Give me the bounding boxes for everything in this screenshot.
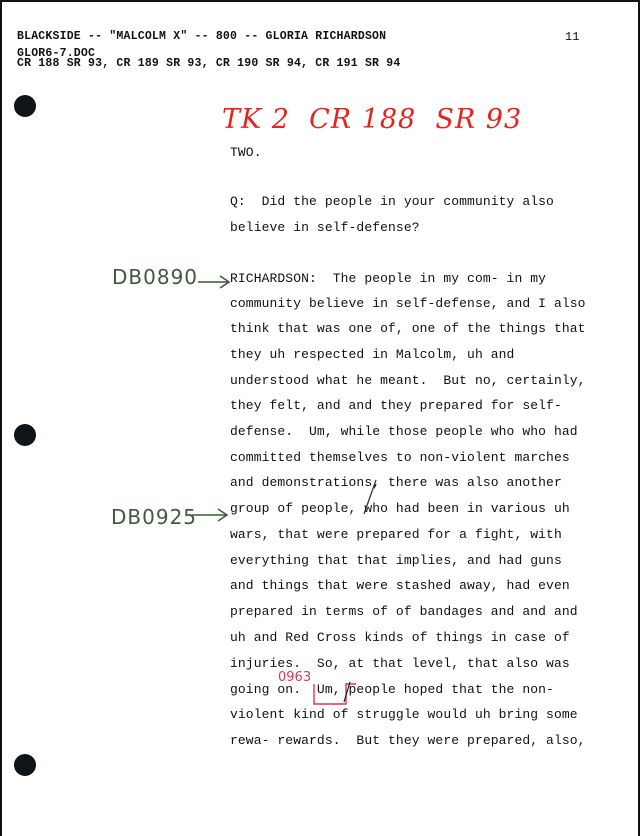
binder-hole-middle [14,424,36,446]
transcript-line: prepared in terms of of bandages and and and [230,604,578,619]
transcript-line: RICHARDSON: The people in my com- in my [230,271,547,286]
transcript-line: injuries. So, at that level, that also was [230,656,570,671]
header-title-line: BLACKSIDE -- "MALCOLM X" -- 800 -- GLORIA RICHARDSON [17,30,387,43]
header-file-line: GLOR6-7.DOC [17,47,96,60]
binder-hole-bottom [14,754,36,776]
annotation-arrow-icon [196,274,232,290]
transcript-line: going on. Um, people hoped that the non- [230,682,554,697]
transcript-line: Q: Did the people in your community also [230,194,554,209]
transcript-line: violent kind of struggle would uh bring some [230,707,578,722]
transcript-line: rewa- rewards. But they were prepared, also, [230,733,586,748]
transcript-line: defense. Um, while those people who who had [230,424,578,439]
transcript-line: and things that were stashed away, had even [230,578,570,593]
page-border-top [0,0,640,2]
transcript-line: community believe in self-defense, and I also [230,296,586,311]
transcript-line: they uh respected in Malcolm, uh and [230,347,515,362]
tape-reel-annotation: TK 2 CR 188 SR 93 [222,104,523,135]
timecode-annotation-3: 0963 [278,670,312,685]
transcript-line: think that was one of, one of the things that [230,321,586,336]
transcript-line: wars, that were prepared for a fight, with [230,527,562,542]
transcript-line: everything that that implies, and had guns [230,553,562,568]
transcript-line: understood what he meant. But no, certainly, [230,373,586,388]
binder-hole-top [14,95,36,117]
annotation-arrow-icon [190,507,230,523]
timecode-annotation-2: DB0925 [111,505,198,529]
transcript-line: believe in self-defense? [230,220,420,235]
transcript-line: they felt, and and they prepared for self- [230,398,562,413]
header-reels-line: CR 188 SR 93, CR 189 SR 93, CR 190 SR 94, CR 191 SR 94 [17,57,401,70]
page-number: 11 [565,30,580,44]
transcript-line: committed themselves to non-violent marches [230,450,570,465]
transcript-line: group of people, who had been in various uh [230,501,570,516]
transcript-line: and demonstrations, there was also another [230,475,562,490]
page-border-left [0,0,2,836]
transcript-line: uh and Red Cross kinds of things in case of [230,630,570,645]
transcript-line: TWO. [230,145,262,160]
timecode-annotation-1: DB0890 [112,265,199,289]
